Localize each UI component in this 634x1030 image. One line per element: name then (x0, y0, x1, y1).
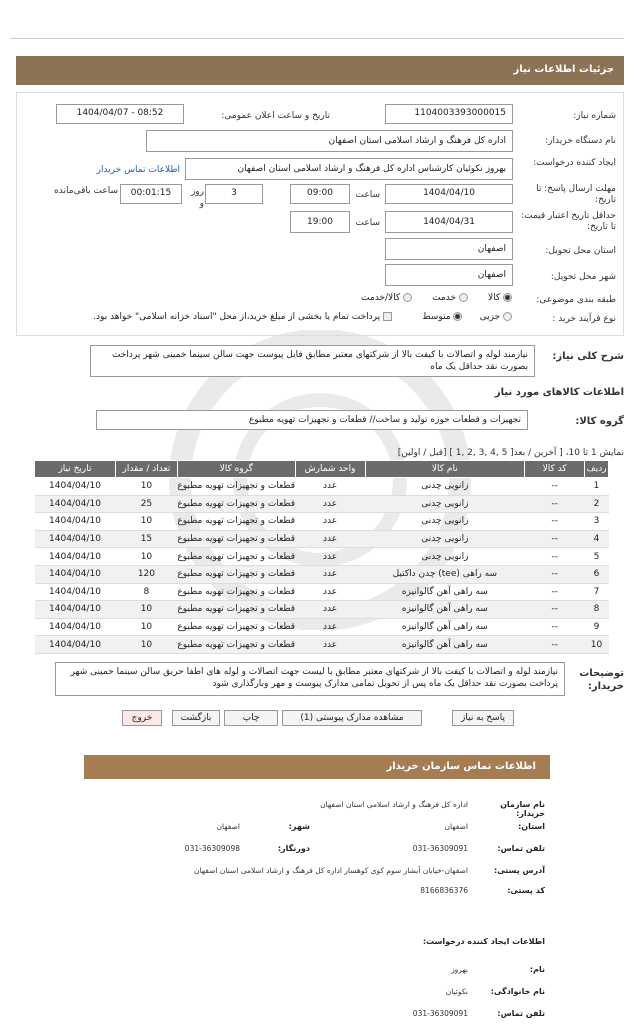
table-cell: 10 (115, 478, 177, 496)
contact-postal-label: کد پستی: (507, 886, 545, 895)
pagination[interactable]: نمایش 1 تا 10، [ آخرین / بعد[ 5 ,4 ,3 ,2 ,1 ] [قبل / اولین] (397, 448, 624, 458)
table-cell: 1404/04/10 (35, 618, 116, 636)
print-button[interactable]: چاپ (224, 710, 278, 726)
table-cell: -- (525, 618, 585, 636)
table-cell: عدد (295, 548, 365, 566)
table-row (35, 548, 609, 566)
items-table (34, 460, 609, 654)
province-label: استان محل تحویل: (545, 246, 616, 256)
table-cell: قطعات و تجهیزات تهویه مطبوع (177, 548, 295, 566)
table-cell: 8 (115, 583, 177, 601)
category-label: طبقه بندی موضوعی: (536, 295, 616, 305)
process-option-medium[interactable]: متوسط (422, 312, 462, 322)
group-label: گروه کالا: (575, 416, 624, 427)
days-field: 3 (205, 184, 263, 204)
radio-icon (503, 312, 512, 321)
table-cell: 9 (585, 618, 609, 636)
contact-postal: 8166836376 (420, 886, 468, 895)
col-header: نام کالا (365, 461, 525, 478)
table-cell: 1404/04/10 (35, 495, 116, 513)
category-option-goods[interactable]: کالا (488, 293, 512, 303)
creator-name: بهروز (451, 965, 468, 974)
col-header: تعداد / مقدار (115, 461, 177, 478)
table-cell: زانویی چدنی (365, 478, 525, 496)
table-cell: سه راهی آهن گالوانیزه (365, 618, 525, 636)
process-label: نوع فرآیند خرید : (552, 314, 616, 324)
table-cell: 10 (115, 513, 177, 531)
col-header: ردیف (585, 461, 609, 478)
table-row (35, 530, 609, 548)
buyer-org-field: اداره کل فرهنگ و ارشاد اسلامی استان اصفهان (146, 130, 513, 152)
need-number-field: 1104003393000015 (385, 104, 513, 124)
payment-checkbox[interactable] (383, 312, 392, 321)
table-cell: عدد (295, 478, 365, 496)
process-option-minor[interactable]: جزیی (480, 312, 512, 322)
table-cell: 1404/04/10 (35, 548, 116, 566)
creator-family: نکوئیان (445, 987, 468, 996)
radio-icon (459, 293, 468, 302)
exit-button[interactable]: خروج (122, 710, 162, 726)
contact-city-label: شهر: (288, 822, 310, 831)
table-cell: 25 (115, 495, 177, 513)
table-cell: 3 (585, 513, 609, 531)
table-cell: زانویی چدنی (365, 513, 525, 531)
contact-address-label: آدرس پستی: (494, 866, 545, 875)
table-cell: عدد (295, 513, 365, 531)
deadline-time-label: ساعت (355, 190, 380, 200)
table-cell: 1404/04/10 (35, 530, 116, 548)
table-cell: عدد (295, 530, 365, 548)
table-row (35, 565, 609, 583)
attachments-button[interactable]: مشاهده مدارک پیوستی (1) (282, 710, 422, 726)
table-cell: 7 (585, 583, 609, 601)
deadline-label: مهلت ارسال پاسخ: تا تاریخ: (536, 184, 616, 205)
table-cell: -- (525, 583, 585, 601)
table-cell: عدد (295, 636, 365, 654)
summary-label: شرح کلی نیاز: (552, 351, 624, 362)
table-cell: سه راهی آهن گالوانیزه (365, 601, 525, 619)
radio-icon (403, 293, 412, 302)
radio-selected-icon (503, 293, 512, 302)
contact-city: اصفهان (216, 822, 240, 831)
process-radio-group (390, 312, 512, 322)
table-cell: 6 (585, 565, 609, 583)
need-number-label: شماره نیاز: (573, 111, 616, 121)
validity-date-field: 1404/04/31 (385, 211, 513, 233)
table-row (35, 601, 609, 619)
creator-name-label: نام: (529, 965, 545, 974)
deadline-time-field: 09:00 (290, 184, 350, 204)
table-row (35, 478, 609, 496)
col-header: واحد شمارش (295, 461, 365, 478)
summary-text: نیازمند لوله و اتصالات با کیفت بالا از شرکتهای معتبر مطابق فایل پیوست جهت سالن سینما خمینی شهر پرداخت بصورت نقد حداقل یک ماه (90, 345, 535, 377)
table-cell: سه راهی آهن گالوانیزه (365, 583, 525, 601)
table-cell: قطعات و تجهیزات تهویه مطبوع (177, 583, 295, 601)
table-cell: -- (525, 530, 585, 548)
table-cell: زانویی چدنی (365, 530, 525, 548)
contact-section-title: اطلاعات تماس سازمان خریدار (84, 755, 550, 779)
payment-note: پرداخت تمام یا بخشی از مبلغ خرید،از محل "اسناد خزانه اسلامی" خواهد بود. (52, 312, 392, 322)
days-label: روز و (190, 187, 204, 209)
category-option-both[interactable]: کالا/خدمت (361, 293, 412, 303)
validity-time-field: 19:00 (290, 211, 350, 233)
table-cell: عدد (295, 601, 365, 619)
table-cell: 4 (585, 530, 609, 548)
table-cell: عدد (295, 565, 365, 583)
table-cell: -- (525, 636, 585, 654)
reply-button[interactable]: پاسخ به نیاز (452, 710, 514, 726)
contact-org-label: نام سازمان خریدار: (500, 800, 545, 818)
table-cell: 1404/04/10 (35, 601, 116, 619)
table-cell: 10 (115, 636, 177, 654)
table-cell: 1404/04/10 (35, 513, 116, 531)
table-cell: عدد (295, 618, 365, 636)
table-cell: 1 (585, 478, 609, 496)
category-option-service[interactable]: خدمت (432, 293, 468, 303)
table-cell: 1404/04/10 (35, 636, 116, 654)
table-cell: -- (525, 565, 585, 583)
contact-fax: 031-36309098 (184, 844, 240, 853)
table-cell: قطعات و تجهیزات تهویه مطبوع (177, 618, 295, 636)
contact-province-label: استان: (518, 822, 545, 831)
contact-phone-label: تلفن تماس: (497, 844, 545, 853)
table-cell: 1404/04/10 (35, 583, 116, 601)
table-cell: -- (525, 495, 585, 513)
table-cell: 10 (115, 618, 177, 636)
contact-address: اصفهان-خیابان آبشار سوم کوی کوهسار اداره کل فرهنگ و ارشاد اسلامی استان اصفهان (194, 866, 468, 875)
table-row (35, 513, 609, 531)
table-row (35, 618, 609, 636)
table-cell: قطعات و تجهیزات تهویه مطبوع (177, 601, 295, 619)
table-cell: 1404/04/10 (35, 565, 116, 583)
group-text: تجهیزات و قطعات حوزه تولید و ساخت// قطعات و تجهیزات تهویه مطبوع (96, 410, 528, 430)
creator-phone-label: تلفن تماس: (497, 1009, 545, 1018)
table-cell: قطعات و تجهیزات تهویه مطبوع (177, 495, 295, 513)
table-cell: 10 (585, 636, 609, 654)
table-cell: قطعات و تجهیزات تهویه مطبوع (177, 636, 295, 654)
contact-fax-label: دورنگار: (277, 844, 310, 853)
table-cell: -- (525, 513, 585, 531)
table-cell: 2 (585, 495, 609, 513)
table-cell: 5 (585, 548, 609, 566)
city-field: اصفهان (385, 264, 513, 286)
goods-section-title: اطلاعات کالاهای مورد نیاز (494, 387, 624, 398)
table-row (35, 636, 609, 654)
table-cell: 8 (585, 601, 609, 619)
buyer-notes-label: توضیحات خریدار: (579, 668, 624, 692)
remaining-label: ساعت باقی‌مانده (54, 186, 118, 196)
buyer-org-label: نام دستگاه خریدار: (545, 136, 616, 146)
contact-phone: 031-36309091 (412, 844, 468, 853)
col-header: کد کالا (525, 461, 585, 478)
contact-province: اصفهان (444, 822, 468, 831)
col-header: تاریخ نیاز (35, 461, 116, 478)
table-cell: قطعات و تجهیزات تهویه مطبوع (177, 513, 295, 531)
creator-section-title: اطلاعات ایجاد کننده درخواست: (422, 937, 545, 946)
table-cell: سه راهی آهن گالوانیزه (365, 636, 525, 654)
buyer-contact-link[interactable]: اطلاعات تماس خریدار (96, 165, 180, 175)
buyer-notes-text: نیازمند لوله و اتصالات با کیفت بالا از شرکتهای معتبر مطابق با لیست جهت اتصالات و لوله های اطفا حریق سالن سینما خمینی شهر پرداخت بصورت نقد حداقل یک ماه پس از تحویل تمامی مدارک پیوست و مهر وبارگذاری شود (55, 662, 565, 696)
table-cell: عدد (295, 495, 365, 513)
province-field: اصفهان (385, 238, 513, 260)
creator-label: ایجاد کننده درخواست: (533, 158, 616, 168)
table-row (35, 495, 609, 513)
table-cell: زانویی چدنی (365, 495, 525, 513)
items-table-wrap (34, 460, 609, 654)
contact-org: اداره کل فرهنگ و ارشاد اسلامی استان اصفهان (320, 800, 468, 809)
table-cell: قطعات و تجهیزات تهویه مطبوع (177, 478, 295, 496)
category-radio-group (300, 293, 512, 303)
table-cell: -- (525, 548, 585, 566)
announce-field: 1404/04/07 - 08:52 (56, 104, 184, 124)
creator-field: بهروز نکوئیان کارشناس اداره کل فرهنگ و ارشاد اسلامی استان اصفهان (185, 158, 513, 180)
col-header: گروه کالا (177, 461, 295, 478)
table-row (35, 583, 609, 601)
table-cell: 10 (115, 601, 177, 619)
top-divider (10, 38, 624, 39)
table-cell: قطعات و تجهیزات تهویه مطبوع (177, 530, 295, 548)
table-cell: قطعات و تجهیزات تهویه مطبوع (177, 565, 295, 583)
radio-selected-icon (453, 312, 462, 321)
creator-phone: 031-36309091 (412, 1009, 468, 1018)
table-cell: زانویی چدنی (365, 548, 525, 566)
table-cell: سه راهی (tee) چدن داکتیل (365, 565, 525, 583)
table-cell: 120 (115, 565, 177, 583)
city-label: شهر محل تحویل: (550, 272, 616, 282)
table-cell: -- (525, 478, 585, 496)
page-title: جزئیات اطلاعات نیاز (16, 56, 624, 85)
table-cell: 15 (115, 530, 177, 548)
table-cell: عدد (295, 583, 365, 601)
validity-label: حداقل تاریخ اعتبار قیمت: تا تاریخ: (521, 211, 616, 232)
deadline-date-field: 1404/04/10 (385, 184, 513, 204)
back-button[interactable]: بازگشت (172, 710, 220, 726)
table-header-row (35, 461, 609, 478)
table-body (35, 478, 609, 654)
table-cell: -- (525, 601, 585, 619)
table-cell: 10 (115, 548, 177, 566)
announce-label: تاریخ و ساعت اعلان عمومی: (221, 111, 330, 121)
creator-family-label: نام خانوادگی: (490, 987, 545, 996)
table-cell: 1404/04/10 (35, 478, 116, 496)
remaining-field: 00:01:15 (120, 184, 182, 204)
validity-time-label: ساعت (355, 218, 380, 228)
